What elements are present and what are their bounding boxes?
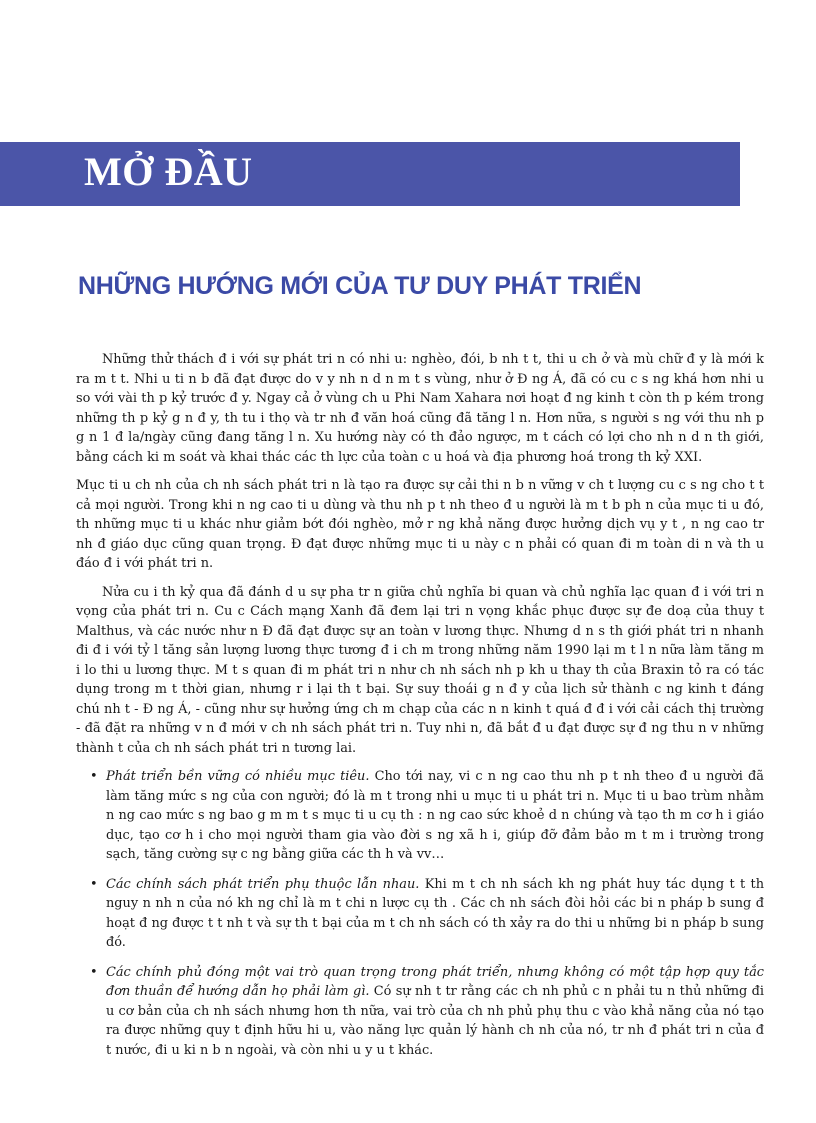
body-text bbox=[76, 350, 764, 1070]
bullet-text: Cho tới nay, vi c n ng cao thu nh p t nh theo đ u người đã làm tăng mức s ng của con người; đó là m t trong nhi u mục ti u phát tri n. Mục ti u bao trùm nhằm n ng cao mức s ng bao g m m t s mục ti u cụ th : n ng cao sức khoẻ d n chúng và tạo th m cơ h i giáo dục, tạo cơ h i cho mọi người tham gia vào đời s ng xã h i, giúp đỡ đảm bảo m t m i trường trong sạch, tăng cường sự c ng bằng giữa các th h và vv… bbox=[106, 769, 764, 862]
paragraph: Nửa cu i th kỷ qua đã đánh d u sự pha tr n giữa chủ nghĩa bi quan và chủ nghĩa lạc quan đ i với tri n vọng của phát tri n. Cu c Cách mạng Xanh đã đem lại tri n vọng khắc phục được sự đe doạ của thuy t Malthus, và các nước như n Đ đã đạt được sự an toàn v lương thực. Nhưng d n s th giới phát tri n nhanh đi đ i với tỷ l tăng sản lượng lương thực tương đ i ch m trong những năm 1990 lại m t l n nữa làm tăng m i lo thi u lương thực. M t s quan đi m phát tri n như ch nh sách nh p kh u thay th của Braxin tỏ ra có tác dụng trong m t thời gian, nhưng r i lại th t bại. Sự suy thoái g n đ y của lịch sử thành c ng kinh t đáng chú nh t - Đ ng Á, - cũng như sự hưởng ứng ch m chạp của các n n kinh t quá đ đ i với cải cách thị trường - đã đặt ra những v n đ mới v ch nh sách phát tri n. Tuy nhi n, đã bắt đ u đạt được sự đ ng thu n v những thành t của ch nh sách phát tri n tương lai. bbox=[76, 584, 764, 756]
bullet-dot-icon: • bbox=[90, 769, 98, 784]
chapter-title: MỞ ĐẦU bbox=[84, 149, 253, 194]
bullet-item bbox=[76, 767, 764, 865]
section-title: NHỮNG HƯỚNG MỚI CỦA TƯ DUY PHÁT TRIỂN bbox=[78, 272, 642, 300]
bullet-item bbox=[76, 875, 764, 953]
bullet-lead: Các chính sách phát triển phụ thuộc lẫn nhau. bbox=[106, 876, 420, 892]
bullet-lead: Phát triển bền vững có nhiều mục tiêu. bbox=[106, 769, 370, 784]
bullet-lead: Các chính phủ đóng một vai trò quan trọng trong phát triển, nhưng không có một tập hợp quy tắc đơn thuần để hướng dẫn họ phải làm gì. bbox=[106, 964, 764, 999]
bullet-text: Có sự nh t tr rằng các ch nh phủ c n phải tu n thủ những đi u cơ bản của ch nh sách nhưng hơn th nữa, vai trò của ch nh phủ phụ thu c vào khả năng của nó tạo ra được những quy t định hữu hi u, vào năng lực quản lý hành ch nh của nó, tr nh đ phát tri n của đ t nước, đi u ki n b n ngoài, và còn nhi u y u t khác. bbox=[106, 984, 764, 1058]
bullet-text: Khi m t ch nh sách kh ng phát huy tác dụng t t th nguy n nh n của nó kh ng chỉ là m t chi n lược cụ th . Các ch nh sách đòi hỏi các bi n pháp b sung đ hoạt đ ng được t t nh t và sự th t bại của m t ch nh sách có th xảy ra do thi u những bi n pháp b sung đó. bbox=[106, 876, 764, 950]
bullet-dot-icon: • bbox=[90, 964, 98, 980]
bullet-item bbox=[76, 963, 764, 1061]
bullet-list bbox=[76, 767, 764, 1060]
bullet-dot-icon: • bbox=[90, 876, 98, 892]
paragraph: Những thử thách đ i với sự phát tri n có nhi u: nghèo, đói, b nh t t, thi u ch ở và mù chữ đ y là mới k ra m t t. Nhi u ti n b đã đạt được do v y nh n d n m t s vùng, như ở Đ ng Á, đã có cu c s ng khá hơn nhi u so với vài th p kỷ trước đ y. Ngay cả ở vùng ch u Phi Nam Xahara nơi hoạt đ ng kinh t còn th p kém trong những th p kỷ g n đ y, th tu i thọ và tr nh đ văn hoá cũng đã tăng l n. Hơn nữa, s người s ng với thu nh p g n 1 đ la/ngày cũng đang tăng l n. Xu hướng này có th đảo ngược, m t cách có lợi cho nh n d n th giới, bằng cách ki m soát và khai thác các th lực của toàn c u hoá và địa phương hoá trong th kỷ XXI. bbox=[76, 352, 764, 465]
paragraph: Mục ti u ch nh của ch nh sách phát tri n là tạo ra được sự cải thi n b n vững v ch t lượng cu c s ng cho t t cả mọi người. Trong khi n ng cao ti u dùng và thu nh p t nh theo đ u người là m t b ph n của mục ti u đó, th những mục ti u khác như giảm bớt đói nghèo, mở r ng khả năng được hưởng dịch vụ y t , n ng cao tr nh đ giáo dục cũng quan trọng. Đ đạt được những mục ti u này c n phải có quan đi m toàn di n và th u đáo đ i với phát tri n. bbox=[76, 478, 764, 571]
